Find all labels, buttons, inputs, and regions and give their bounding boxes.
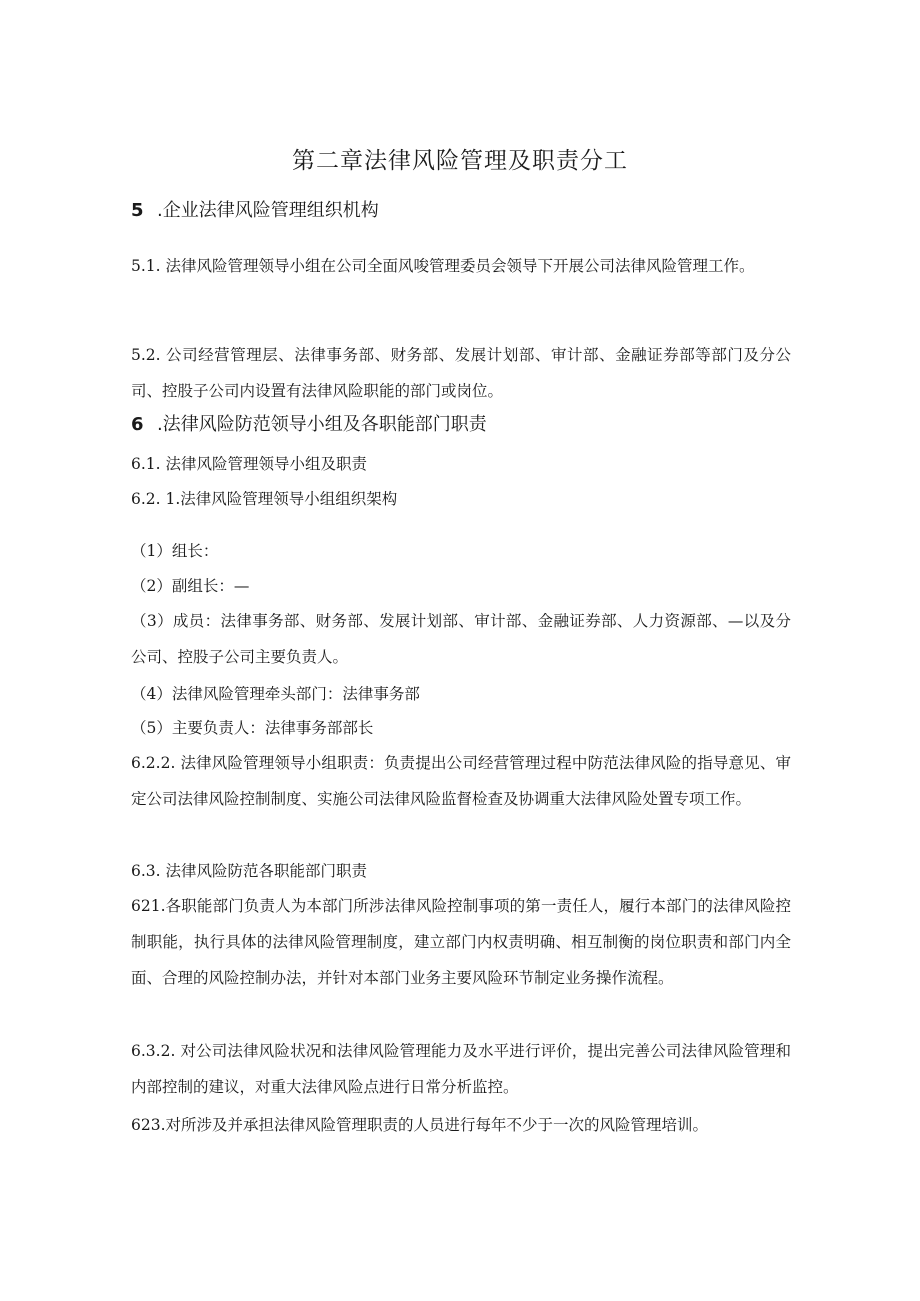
- section-number: 6: [131, 414, 144, 435]
- list-item-leader: （1）组长：: [131, 542, 219, 560]
- list-item-lead-department: （4）法律风险管理牵头部门：法律事务部: [131, 685, 420, 703]
- paragraph-6-3-2: 6.3.2. 对公司法律风险状况和法律风险管理能力及水平进行评价，提出完善公司法律风险管理和内部控制的建议，对重大法律风险点进行日常分析监控。: [131, 1042, 791, 1096]
- section-heading-text: .企业法律风险管理组织机构: [157, 200, 379, 221]
- paragraph-623: 623.对所涉及并承担法律风险管理职责的人员进行每年不少于一次的风险管理培训。: [131, 1116, 709, 1134]
- paragraph-621: 621.各职能部门负责人为本部门所涉法律风险控制事项的第一责任人，履行本部门的法律风险控制职能，执行具体的法律风险管理制度，建立部门内权责明确、相互制衡的岗位职责和部门内全面、合理的风险控制办法，并针对本部门业务主要风险环节制定业务操作流程。: [131, 897, 791, 987]
- paragraph-6-3: 6.3. 法律风险防范各职能部门职责: [131, 862, 368, 880]
- paragraph-5-2: 5.2. 公司经营管理层、法律事务部、财务部、发展计划部、审计部、金融证券部等部门及分公司、控股子公司内设置有法律风险职能的部门或岗位。: [131, 346, 791, 400]
- list-item-members: （3）成员：法律事务部、财务部、发展计划部、审计部、金融证券部、人力资源部、—以及分公司、控股子公司主要负责人。: [131, 612, 791, 666]
- list-item-deputy-leader: （2）副组长：—: [131, 577, 250, 595]
- section-heading-text: .法律风险防范领导小组及各职能部门职责: [157, 414, 487, 435]
- paragraph-6-2-2: 6.2.2. 法律风险管理领导小组职责：负责提出公司经营管理过程中防范法律风险的指导意见、审定公司法律风险控制制度、实施公司法律风险监督检查及协调重大法律风险处置专项工作。: [131, 754, 791, 808]
- paragraph-6-1: 6.1. 法律风险管理领导小组及职责: [131, 455, 368, 473]
- section-heading-5: [131, 196, 791, 226]
- section-number: 5: [131, 200, 144, 221]
- section-heading-6: [131, 410, 791, 440]
- paragraph-5-1: 5.1. 法律风险管理领导小组在公司全面风唆管理委员会领导下开展公司法律风险管理工作。: [131, 257, 755, 275]
- list-item-responsible-person: （5）主要负责人：法律事务部部长: [131, 719, 374, 737]
- chapter-title: 第二章法律风险管理及职责分工: [292, 148, 628, 174]
- paragraph-6-2-1: 6.2. 1.法律风险管理领导小组组织架构: [131, 490, 398, 508]
